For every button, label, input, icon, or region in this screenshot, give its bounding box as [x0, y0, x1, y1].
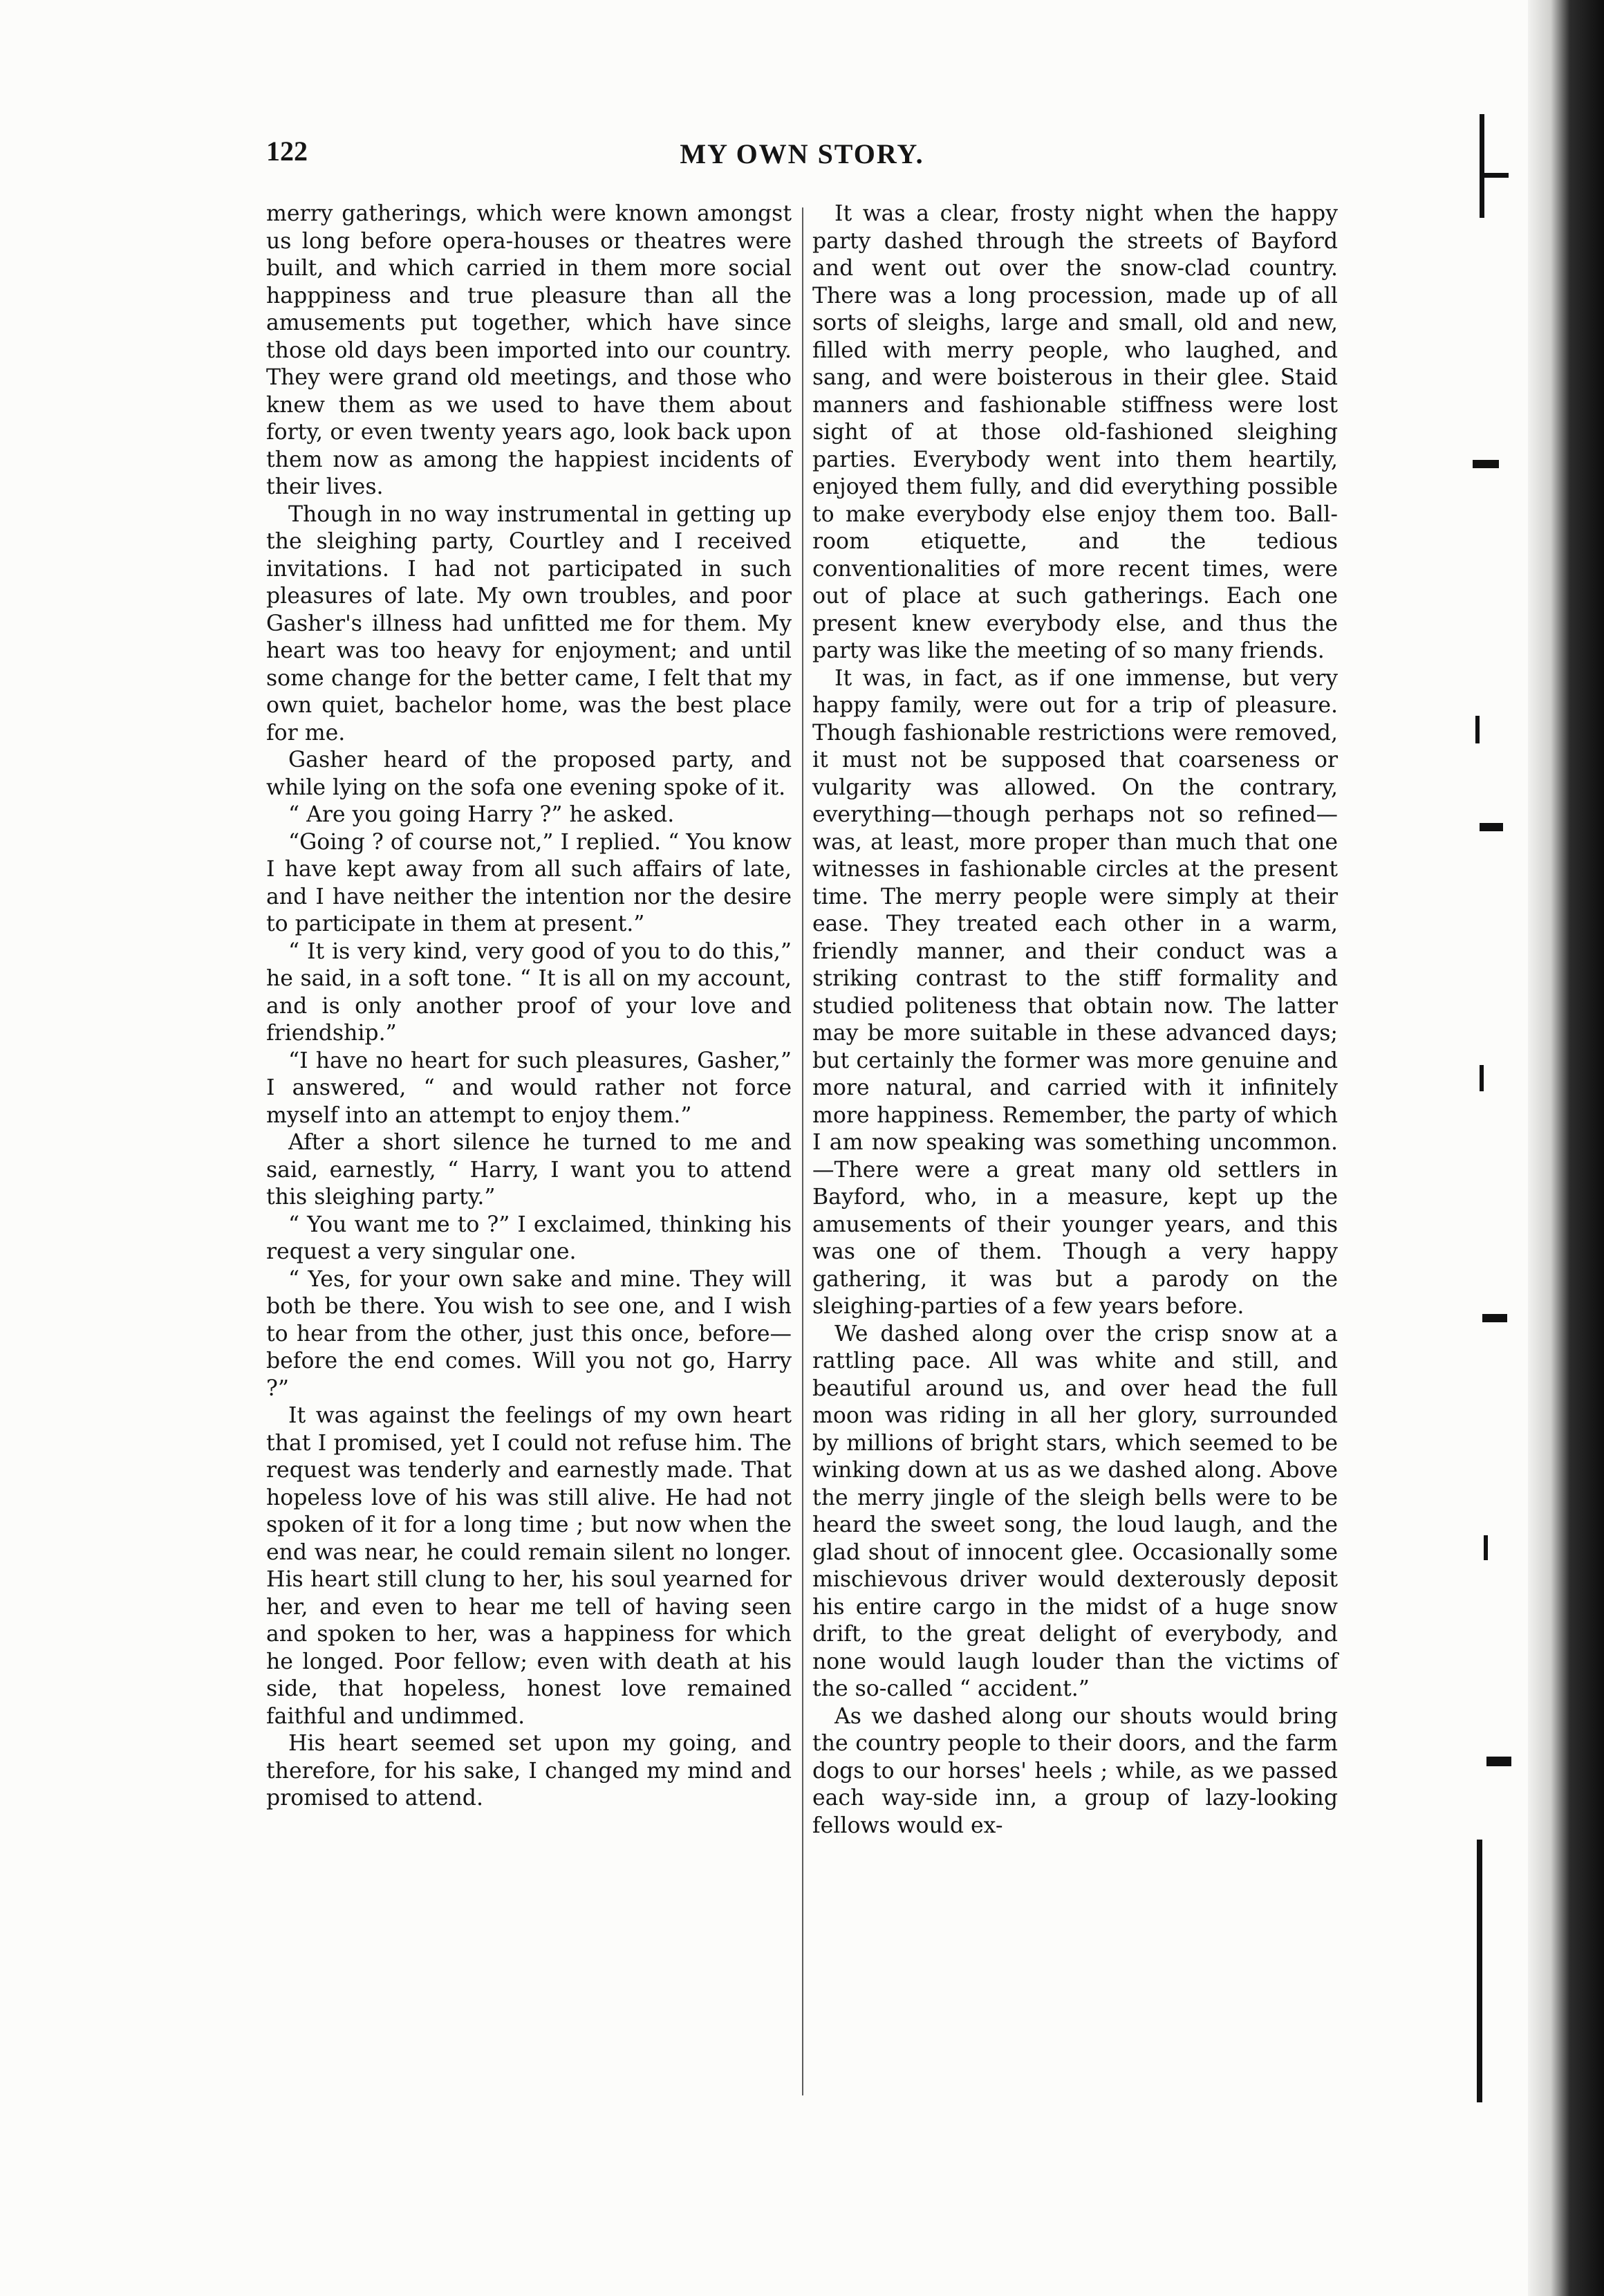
paragraph: “ Are you going Harry ?” he asked.	[288, 802, 675, 827]
paragraph: It was against the feelings of my own heart that I promised, yet I could not refuse him. The request was tenderly and earnestly made. That hopeless love of his was still alive. He had not spoken of it for a long time ; but now when the end was near, he could remain silent no longer. His heart still clung to her, his soul yearned for her, and even to hear me tell of having seen and spoken to her, was a happiness for which he longed. Poor fellow; even with death at his side, that hopeless, honest love remained faithful and undimmed.	[266, 1403, 792, 1729]
binding-mark	[1473, 460, 1499, 468]
paragraph: “ It is very kind, very good of you to do this,” he said, in a soft tone. “ It is all on my account, and is only another proof of your love and friendship.”	[266, 938, 792, 1046]
paragraph: Though in no way instrumental in getting up the sleighing party, Courtley and I received invitations. I had not participated in such pleasures of late. My own troubles, and poor Gasher's illness had unfitted me for them. My heart was too heavy for enjoyment; and until some change for the better came, I felt that my own quiet, bachelor home, was the best place for me.	[266, 501, 792, 746]
column-divider	[802, 207, 803, 2095]
paragraph: merry gatherings, which were known amongst us long before opera-houses or theatres were built, and which carried in them more social happpiness and true pleasure than all the amusements put together, which have since those old days been imported into our country. They were grand old meetings, and those who knew them as we used to have them about forty, or even twenty years ago, look back upon them now as among the happiest incidents of their lives.	[266, 201, 792, 499]
paragraph: We dashed along over the crisp snow at a rattling pace. All was white and still, and beautiful around us, and over head the full moon was riding in all her glory, surrounded by millions of bright stars, which seemed to be winking down at us as we dashed along. Above the merry jingle of the sleigh bells were to be heard the sweet song, the loud laugh, and the glad shout of innocent glee. Occasionally some mischievous driver would dexterously deposit his entire cargo in the midst of a huge snow drift, to the great delight of everybody, and none would laugh louder than the victims of the so-called “ accident.”	[812, 1321, 1338, 1701]
binding-mark	[1480, 114, 1484, 218]
page-header	[266, 135, 1338, 183]
paragraph: “ Yes, for your own sake and mine. They will both be there. You wish to see one, and I wish to hear from the other, just this once, before—before the end comes. Will you not go, Harry ?”	[266, 1266, 792, 1401]
paragraph: Gasher heard of the proposed party, and while lying on the sofa one evening spoke of it.	[266, 748, 792, 800]
binding-mark	[1480, 1065, 1484, 1091]
binding-mark	[1482, 1314, 1507, 1322]
right-column	[812, 201, 1338, 1840]
page-number: 122	[266, 136, 308, 167]
paragraph: After a short silence he turned to me and said, earnestly, “ Harry, I want you to attend this sleighing party.”	[266, 1130, 792, 1210]
running-title: MY OWN STORY.	[680, 138, 924, 169]
binding-mark	[1477, 1840, 1482, 2102]
binding-mark	[1484, 173, 1509, 178]
paragraph: “Going ? of course not,” I replied. “ You know I have kept away from all such affairs of late, and I have neither the intention nor the desire to participate in them at present.”	[266, 829, 792, 936]
left-column	[266, 201, 792, 1813]
paragraph: As we dashed along our shouts would bring the country people to their doors, and the farm dogs to our horses' heels ; while, as we passed each way-side inn, a group of lazy-looking fellows would ex-	[812, 1703, 1338, 1838]
paragraph: “I have no heart for such pleasures, Gasher,” I answered, “ and would rather not force myself into an attempt to enjoy them.”	[266, 1048, 792, 1128]
paragraph: It was, in fact, as if one immense, but very happy family, were out for a trip of pleasure. Though fashionable restrictions were removed, it must not be supposed that coarseness or vulgarity was allowed. On the contrary, everything—though perhaps not so refined—was, at least, more proper than much that one witnesses in fashionable circles at the present time. The merry people were simply at their ease. They treated each other in a warm, friendly manner, and their conduct was a striking contrast to the stiff formality and studied politeness that obtain now. The latter may be more suitable in these advanced days; but certainly the former was more genuine and more natural, and carried with it infinitely more happiness. Remember, the party of which I am now speaking was something uncommon.—There were a great many old settlers in Bayford, who, in a measure, kept up the amusements of their younger years, and this was one of them. Though a very happy gathering, it was but a parody on the sleighing-parties of a few years before.	[812, 665, 1338, 1319]
paragraph: “ You want me to ?” I exclaimed, thinking his request a very singular one.	[266, 1212, 792, 1264]
paragraph: It was a clear, frosty night when the happy party dashed through the streets of Bayford and went out over the snow-clad country. There was a long procession, made up of all sorts of sleighs, large and small, old and new, filled with merry people, who laughed, and sang, and were boisterous in their glee. Staid manners and fashionable stiffness were lost sight of at those old-fashioned sleighing parties. Everybody went into them heartily, enjoyed them fully, and did everything possible to make everybody else enjoy them too. Ball-room etiquette, and the tedious conventionalities of more recent times, were out of place at such gatherings. Each one present knew everybody else, and thus the party was like the meeting of so many friends.	[812, 201, 1338, 663]
scan-edge	[1528, 0, 1604, 2296]
binding-mark	[1480, 823, 1503, 831]
binding-mark	[1486, 1757, 1511, 1766]
binding-mark	[1484, 1535, 1488, 1560]
binding-mark	[1475, 716, 1480, 743]
paragraph: His heart seemed set upon my going, and therefore, for his sake, I changed my mind and promised to attend.	[266, 1731, 792, 1811]
